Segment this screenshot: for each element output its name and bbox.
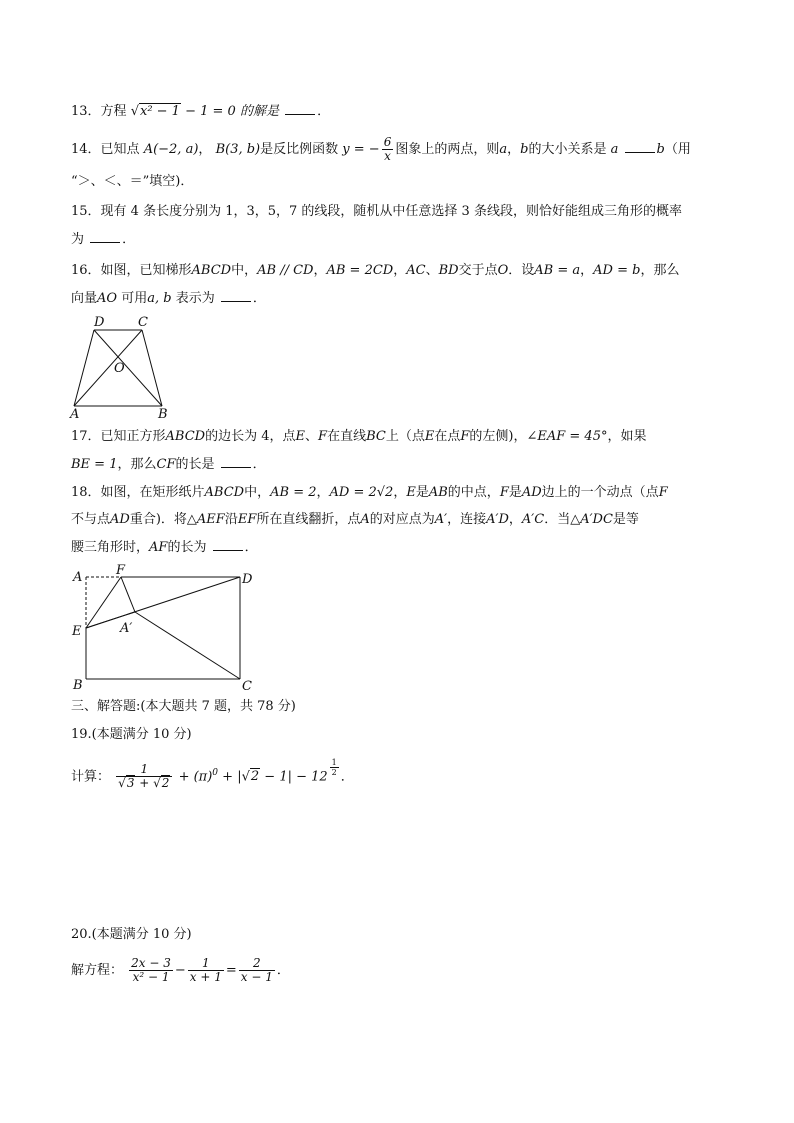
question-16 xyxy=(71,262,679,280)
q19-frac-den: √3 + √2 xyxy=(118,776,170,791)
q16-ab: a, b xyxy=(147,291,172,306)
segment-ed xyxy=(86,577,240,628)
q18-line2-h: 是等 xyxy=(612,512,639,527)
q16-e: ，那么 xyxy=(640,263,680,278)
q20-minus: − xyxy=(174,963,186,978)
q17-answer-blank[interactable] xyxy=(221,455,251,468)
q16-end: ． xyxy=(252,291,266,306)
q14-var-b2: b xyxy=(656,142,665,157)
label-a-prime: A′ xyxy=(120,621,133,636)
q16-c: 交于点 xyxy=(458,263,498,278)
question-14-line2 xyxy=(71,173,193,191)
q20-eq: = xyxy=(225,963,237,978)
label-b: B xyxy=(158,407,168,420)
segment-fap xyxy=(121,577,135,612)
q20-title: 20.(本题满分 10 分) xyxy=(71,927,192,942)
q18-line2-c: 沿 xyxy=(224,512,238,527)
q18-comma: ， xyxy=(316,485,330,500)
q18-f-text: 是 xyxy=(508,485,522,500)
q18-apdc: A′DC xyxy=(580,512,613,527)
q16-line2-b: 可用 xyxy=(121,291,148,306)
q20-f1-num: 2x − 3 xyxy=(131,956,171,970)
q16-vec-ab: AB = a xyxy=(534,263,581,278)
q17-e: E xyxy=(295,429,306,444)
label-e: E xyxy=(72,624,82,639)
q14-mid: 是反比例函数 xyxy=(260,142,339,157)
q13-end: ． xyxy=(317,104,331,119)
q18-comma2: ， xyxy=(508,512,522,527)
q14-sep: ， xyxy=(198,142,212,157)
q17-end: ． xyxy=(252,457,266,472)
q14-var-a: a xyxy=(499,142,508,157)
section-3-title: 三、解答题:(本大题共 7 题，共 78 分) xyxy=(71,699,296,714)
q18-ad2: AD xyxy=(521,485,542,500)
q18-ab2: AB xyxy=(428,485,448,500)
q19-den-plus: + xyxy=(135,776,154,791)
q16-abcd: ABCD xyxy=(191,263,232,278)
q16-comma3: ， xyxy=(580,263,594,278)
rectangle-fold-figure xyxy=(66,562,266,694)
q15-line1: 15．现有 4 条长度分别为 1，3，5，7 的线段，随机从中任意选择 3 条线段，则恰好能组成三角形的概率 xyxy=(71,204,682,219)
q20-f1-den: x² − 1 xyxy=(132,970,170,984)
q17-cf: CF xyxy=(156,457,176,472)
q17-bc: BC xyxy=(366,429,386,444)
q14-line2: “＞、＜、＝”填空)． xyxy=(71,174,194,189)
q18-line3-b: 的长为 xyxy=(167,540,207,555)
q19-exponent xyxy=(330,758,339,777)
q17-d: 上（点 xyxy=(385,429,425,444)
question-19: 计算： $\frac{1}{√3 + √2}$ + $(\pi)^0 + |√2 - 1| - 12$ $^{\frac{1}{2}}$ ． xyxy=(71,758,354,791)
q17-c: 在直线 xyxy=(327,429,367,444)
q18-c: ， xyxy=(393,485,407,500)
label-c: C xyxy=(242,679,252,694)
q17-b: 的边长为 4，点 xyxy=(205,429,296,444)
segment-apc xyxy=(135,612,240,679)
question-17 xyxy=(71,428,646,446)
question-15-line2 xyxy=(71,230,135,249)
q14-answer-blank[interactable] xyxy=(625,140,655,153)
q16-d: ．设 xyxy=(508,263,535,278)
q16-o: O xyxy=(497,263,509,278)
q16-bd: BD xyxy=(438,263,459,278)
q19-exp-num: 1 xyxy=(331,758,337,767)
q14-func-frac xyxy=(382,136,394,163)
q17-line2-b: 的长是 xyxy=(175,457,215,472)
q17-angle: ∠EAF = 45° xyxy=(526,429,608,444)
label-a: A xyxy=(70,407,80,420)
q14-point-a: A(−2, a) xyxy=(143,142,199,157)
q19-den-a: 3 xyxy=(126,776,135,791)
q16-answer-blank[interactable] xyxy=(221,289,251,302)
q16-comma2: ， xyxy=(393,263,407,278)
q17-f2: F xyxy=(460,429,470,444)
q20-end: ． xyxy=(276,963,290,978)
q14-tail: 图象上的两点，则 xyxy=(395,142,500,157)
q19-label: 计算： xyxy=(71,769,111,785)
q19-sqrt2: 2 xyxy=(250,769,260,785)
question-18 xyxy=(71,484,668,502)
label-d: D xyxy=(94,315,105,330)
q20-f3-num: 2 xyxy=(239,957,275,971)
question-20-title xyxy=(71,926,192,944)
q18-f2: F xyxy=(658,485,668,500)
q18-g: 边上的一个动点（点 xyxy=(541,485,659,500)
q20-label: 解方程： xyxy=(71,963,124,978)
q14-func-y: y = − xyxy=(342,142,380,157)
q18-apd: A′D xyxy=(486,512,509,527)
q15-end: ． xyxy=(122,232,136,247)
label-a: A xyxy=(73,570,83,585)
q15-line2-pre: 为 xyxy=(71,232,85,247)
trapezoid-figure xyxy=(64,312,184,420)
q18-end: ． xyxy=(244,540,258,555)
q20-fraction-1 xyxy=(129,957,173,984)
q19-den-b: 2 xyxy=(161,776,170,791)
question-13: 13．方程 √x² − 1 − 1 = 0 的解是 ． xyxy=(71,104,331,119)
q17-e2: E xyxy=(424,429,435,444)
q17-dun: 、 xyxy=(305,429,319,444)
q20-fraction-2 xyxy=(188,957,224,984)
question-15 xyxy=(71,203,682,221)
q18-answer-blank[interactable] xyxy=(213,538,243,551)
q16-b: 中， xyxy=(231,263,258,278)
q16-a: 16．如图，已知梯形 xyxy=(71,263,192,278)
q19-title: 19.(本题满分 10 分) xyxy=(71,727,192,742)
q16-line2-c: 表示为 xyxy=(175,291,215,306)
q18-line2-f: ，连接 xyxy=(447,512,487,527)
q19-exp-den: 2 xyxy=(331,768,337,777)
q13-sqrt-expr: x² − 1 xyxy=(139,104,180,119)
q18-ad3: AD xyxy=(110,512,130,527)
label-c: C xyxy=(138,315,148,330)
q17-line2-a: ，那么 xyxy=(117,457,157,472)
q19-rest-b: + | xyxy=(218,769,242,785)
q18-ap: A′ xyxy=(434,512,448,527)
q16-cond2: AB = 2CD xyxy=(326,263,394,278)
q19-frac-num: 1 xyxy=(116,763,172,777)
q18-b: 中， xyxy=(244,485,271,500)
q18-line2-d: 所在直线翻折，点 xyxy=(256,512,361,527)
question-19-title xyxy=(71,726,192,744)
q14-var-b: b xyxy=(520,142,529,157)
q18-e-text: 的中点， xyxy=(447,485,500,500)
q16-ac: AC xyxy=(406,263,426,278)
label-f: F xyxy=(116,563,126,578)
q18-ab: AB = 2 xyxy=(270,485,317,500)
q18-a: 18．如图，在矩形纸片 xyxy=(71,485,205,500)
q16-line2-a: 向量 xyxy=(71,291,98,306)
label-d: D xyxy=(242,572,253,587)
q17-be: BE = 1 xyxy=(71,457,118,472)
q18-e: E xyxy=(406,485,416,500)
section-heading xyxy=(71,698,296,716)
q17-g: ，如果 xyxy=(607,429,647,444)
q13-answer-blank[interactable] xyxy=(285,102,315,115)
q16-vec-ad: AD = b xyxy=(593,263,641,278)
q19-rest-a: + (π) xyxy=(174,769,213,785)
q14-comma: ， xyxy=(507,142,521,157)
q20-fraction-3 xyxy=(239,957,275,984)
label-b: B xyxy=(73,678,83,693)
q19-fraction xyxy=(116,763,172,790)
q14-paren: （用 xyxy=(664,142,691,157)
q18-d: 是 xyxy=(415,485,429,500)
fold-line-ef xyxy=(86,577,121,628)
q14-point-b: B(3, b) xyxy=(215,142,261,157)
q16-vec-ao: AO xyxy=(97,291,118,306)
q16-cond1: AB // CD xyxy=(257,263,314,278)
label-o: O xyxy=(114,361,125,376)
q17-a: 17．已知正方形 xyxy=(71,429,166,444)
q14-func-num: 6 xyxy=(383,135,392,149)
q18-ad: AD = 2√2 xyxy=(329,485,394,500)
q17-f: F xyxy=(318,429,328,444)
q16-comma1: ， xyxy=(313,263,327,278)
q18-tri: △AEF xyxy=(186,512,225,527)
q18-line2-g: ．当△ xyxy=(544,512,581,527)
question-17-line2 xyxy=(71,455,266,474)
q18-abcd: ABCD xyxy=(204,485,245,500)
q18-line2-e: 的对应点为 xyxy=(369,512,435,527)
q20-f2-num: 1 xyxy=(188,957,224,971)
q18-f: F xyxy=(499,485,509,500)
q16-dun: 、 xyxy=(425,263,439,278)
q20-f3-den: x − 1 xyxy=(240,970,273,984)
q14-tail2: 的大小关系是 xyxy=(528,142,607,157)
q14-number: 14．已知点 xyxy=(71,142,140,157)
q17-abcd: ABCD xyxy=(165,429,206,444)
question-18-line3 xyxy=(71,538,258,557)
question-16-line2 xyxy=(71,289,266,308)
q18-af: AF xyxy=(149,540,168,555)
q17-f-text: 的左侧)， xyxy=(469,429,527,444)
q15-answer-blank[interactable] xyxy=(90,230,120,243)
q14-var-a2: a xyxy=(610,142,619,157)
q14-func-den: x xyxy=(384,149,391,163)
question-14 xyxy=(71,136,691,163)
q18-line3-a: 腰三角形时， xyxy=(71,540,150,555)
question-18-line2 xyxy=(71,511,639,529)
q18-apc: A′C xyxy=(521,512,545,527)
q18-a-pt: A xyxy=(360,512,370,527)
q18-line2-b: 重合)．将 xyxy=(129,512,187,527)
q18-ef: EF xyxy=(237,512,257,527)
q18-line2-a: 不与点 xyxy=(71,512,111,527)
q19-exp0: 0 xyxy=(212,768,219,778)
q13-expr: − 1 = 0 的解是 xyxy=(180,104,279,119)
q17-e-text: 在点 xyxy=(434,429,461,444)
q13-number: 13．方程 xyxy=(71,104,127,119)
q19-rest-c: − 1| − 12 xyxy=(260,769,328,785)
q20-f2-den: x + 1 xyxy=(189,970,222,984)
q19-end: ． xyxy=(340,769,354,785)
question-20 xyxy=(71,956,290,986)
